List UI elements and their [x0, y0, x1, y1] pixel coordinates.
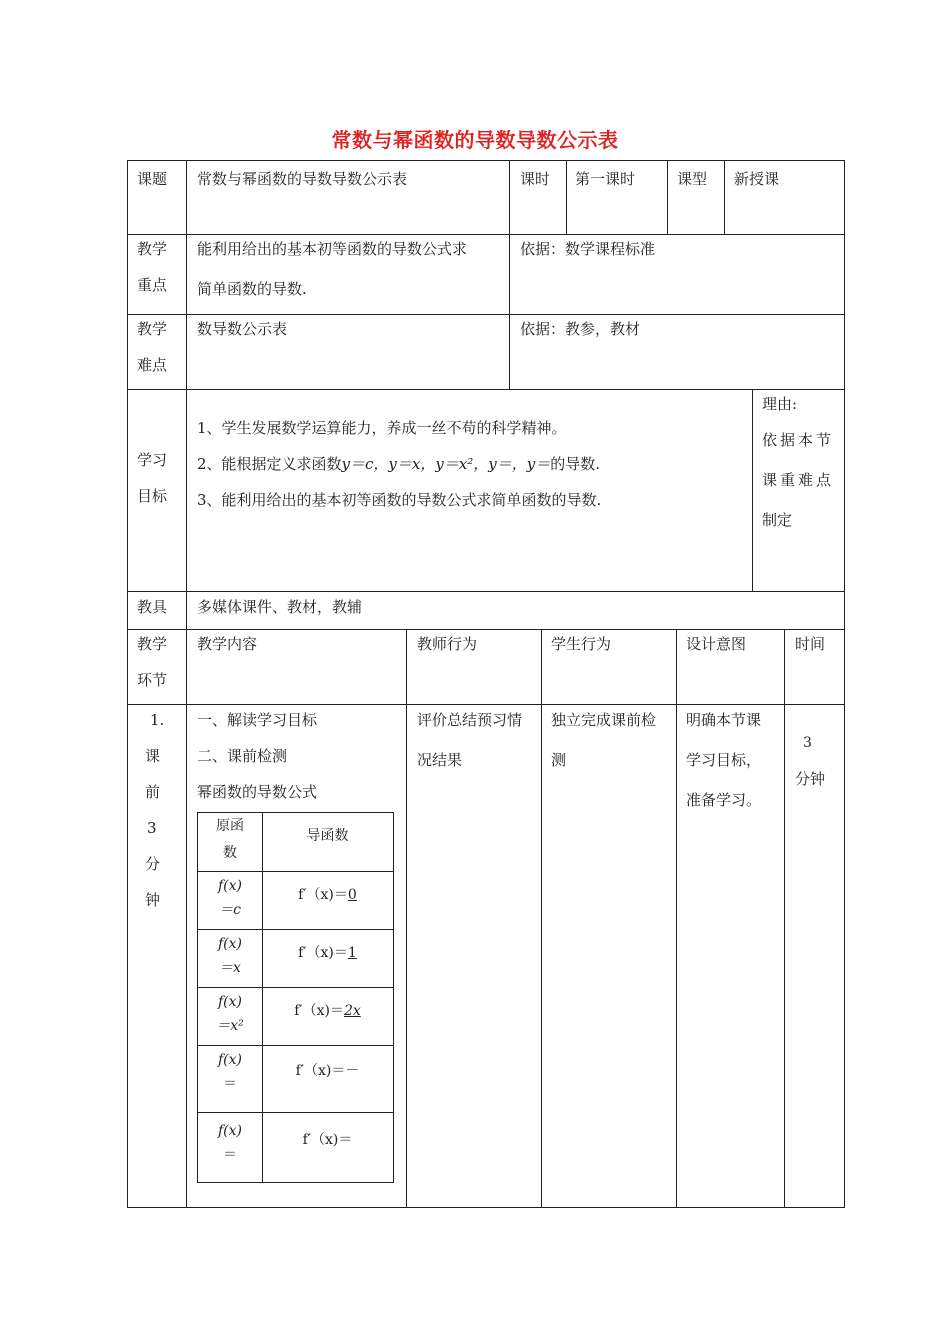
objective-item-2 [197, 446, 600, 482]
f-line-1: f(x) [217, 936, 242, 952]
difficulty-label-2: 难点 [137, 356, 168, 374]
col-stage-2: 环节 [137, 671, 168, 689]
f-line-1: f(x) [217, 1052, 242, 1068]
page-title: 常数与幂函数的导数导数公示表 [331, 128, 619, 152]
stage-line-4: 3 [147, 819, 157, 837]
tools-label: 教具 [137, 598, 168, 616]
objective-item-2-tail: 的导数. [550, 455, 601, 473]
col-time: 时间 [795, 635, 826, 653]
subject-value: 常数与幂函数的导数导数公示表 [197, 170, 408, 188]
formula-row [198, 1112, 393, 1182]
period-label: 课时 [520, 170, 551, 188]
tools-row [127, 591, 845, 630]
student-line-1: 独立完成课前检 [551, 711, 657, 729]
formula-row [198, 1045, 393, 1112]
objectives-label-1: 学习 [137, 451, 168, 469]
objective-item-2-text: 2、能根据定义求函数 [197, 455, 342, 473]
col-design: 设计意图 [686, 635, 747, 653]
f-line-1: f(x) [217, 878, 242, 894]
key-point-content-1: 能利用给出的基本初等函数的导数公式求 [197, 240, 468, 258]
f-line-2: ＝ [223, 1147, 237, 1163]
difficulty-label-1: 教学 [137, 320, 168, 338]
formula-row [198, 987, 393, 1045]
stage-line-3: 前 [145, 783, 161, 801]
type-label: 课型 [677, 170, 708, 188]
content-line-2: 二、课前检测 [197, 747, 288, 765]
head-orig-1: 原函 [216, 818, 244, 834]
period-value: 第一课时 [575, 170, 636, 188]
tools-value: 多媒体课件、教材，教辅 [197, 598, 363, 616]
f-line-2: ＝x² [216, 1018, 244, 1034]
deriv-expr: f′（x)＝ [302, 1132, 353, 1148]
head-orig-2: 数 [223, 845, 237, 861]
f-line-1: f(x) [217, 994, 242, 1010]
f-line-1: f(x) [217, 1123, 242, 1139]
student-line-2: 测 [551, 751, 567, 769]
deriv-expr: f′（x)＝ [298, 945, 348, 961]
f-line-2: ＝c [219, 902, 241, 918]
type-value: 新授课 [734, 170, 780, 188]
reason-line-4: 制定 [762, 511, 793, 529]
derivative-formula-table [197, 812, 394, 1183]
time-line-1: 3 [803, 735, 812, 751]
time-line-2: 分钟 [795, 770, 826, 788]
content-line-1: 一、解读学习目标 [197, 711, 318, 729]
key-point-label-1: 教学 [137, 240, 168, 258]
stage-line-2: 课 [145, 747, 161, 765]
content-line-3: 幂函数的导数公式 [197, 783, 318, 801]
design-line-2: 学习目标， [686, 751, 762, 769]
difficulty-content: 数导数公示表 [197, 320, 288, 338]
key-point-row [127, 234, 845, 315]
objective-item-3: 3、能利用给出的基本初等函数的导数公式求简单函数的导数. [197, 491, 602, 509]
deriv-answer: 2x [343, 1003, 361, 1019]
stage-line-1: 1. [150, 711, 165, 729]
difficulty-basis: 依据：教参，教材 [520, 320, 641, 338]
teacher-line-1: 评价总结预习情 [417, 711, 523, 729]
col-student: 学生行为 [551, 635, 612, 653]
key-point-basis: 依据：数学课程标准 [520, 240, 656, 258]
difficulty-row [127, 314, 845, 390]
subject-label: 课题 [137, 170, 168, 188]
f-line-2: ＝ [223, 1076, 237, 1092]
design-line-1: 明确本节课 [686, 711, 762, 729]
formula-table-header [198, 813, 393, 871]
stage-line-6: 钟 [145, 891, 161, 909]
objective-item-1: 1、学生发展数学运算能力，养成一丝不苟的科学精神。 [197, 419, 567, 437]
col-teacher: 教师行为 [417, 635, 478, 653]
reason-line-3: 课重难点 [762, 471, 835, 489]
head-deriv: 导函数 [306, 828, 349, 844]
teacher-line-2: 况结果 [417, 751, 463, 769]
design-line-3: 准备学习。 [686, 791, 762, 809]
deriv-expr: f′（x)＝ [298, 887, 348, 903]
header-row [127, 160, 845, 235]
col-content: 教学内容 [197, 635, 258, 653]
stage-line-5: 分 [145, 855, 161, 873]
f-line-2: ＝x [219, 960, 241, 976]
objectives-label-2: 目标 [137, 487, 168, 505]
col-stage-1: 教学 [137, 635, 168, 653]
deriv-expr: f′（x)＝－ [295, 1063, 360, 1079]
columns-row [127, 629, 845, 705]
deriv-expr: f′（x)＝ [294, 1003, 344, 1019]
key-point-label-2: 重点 [137, 276, 168, 294]
objective-item-2-math: y＝c，y＝x，y＝x²，y＝，y＝ [341, 455, 551, 473]
formula-row [198, 871, 393, 929]
formula-row [198, 929, 393, 987]
key-point-content-2: 简单函数的导数. [197, 280, 307, 298]
reason-title: 理由: [762, 395, 798, 413]
objectives-row [127, 389, 845, 592]
deriv-answer: 1 [347, 945, 357, 961]
reason-line-2: 依据本节 [762, 431, 835, 449]
deriv-answer: 0 [347, 887, 357, 903]
